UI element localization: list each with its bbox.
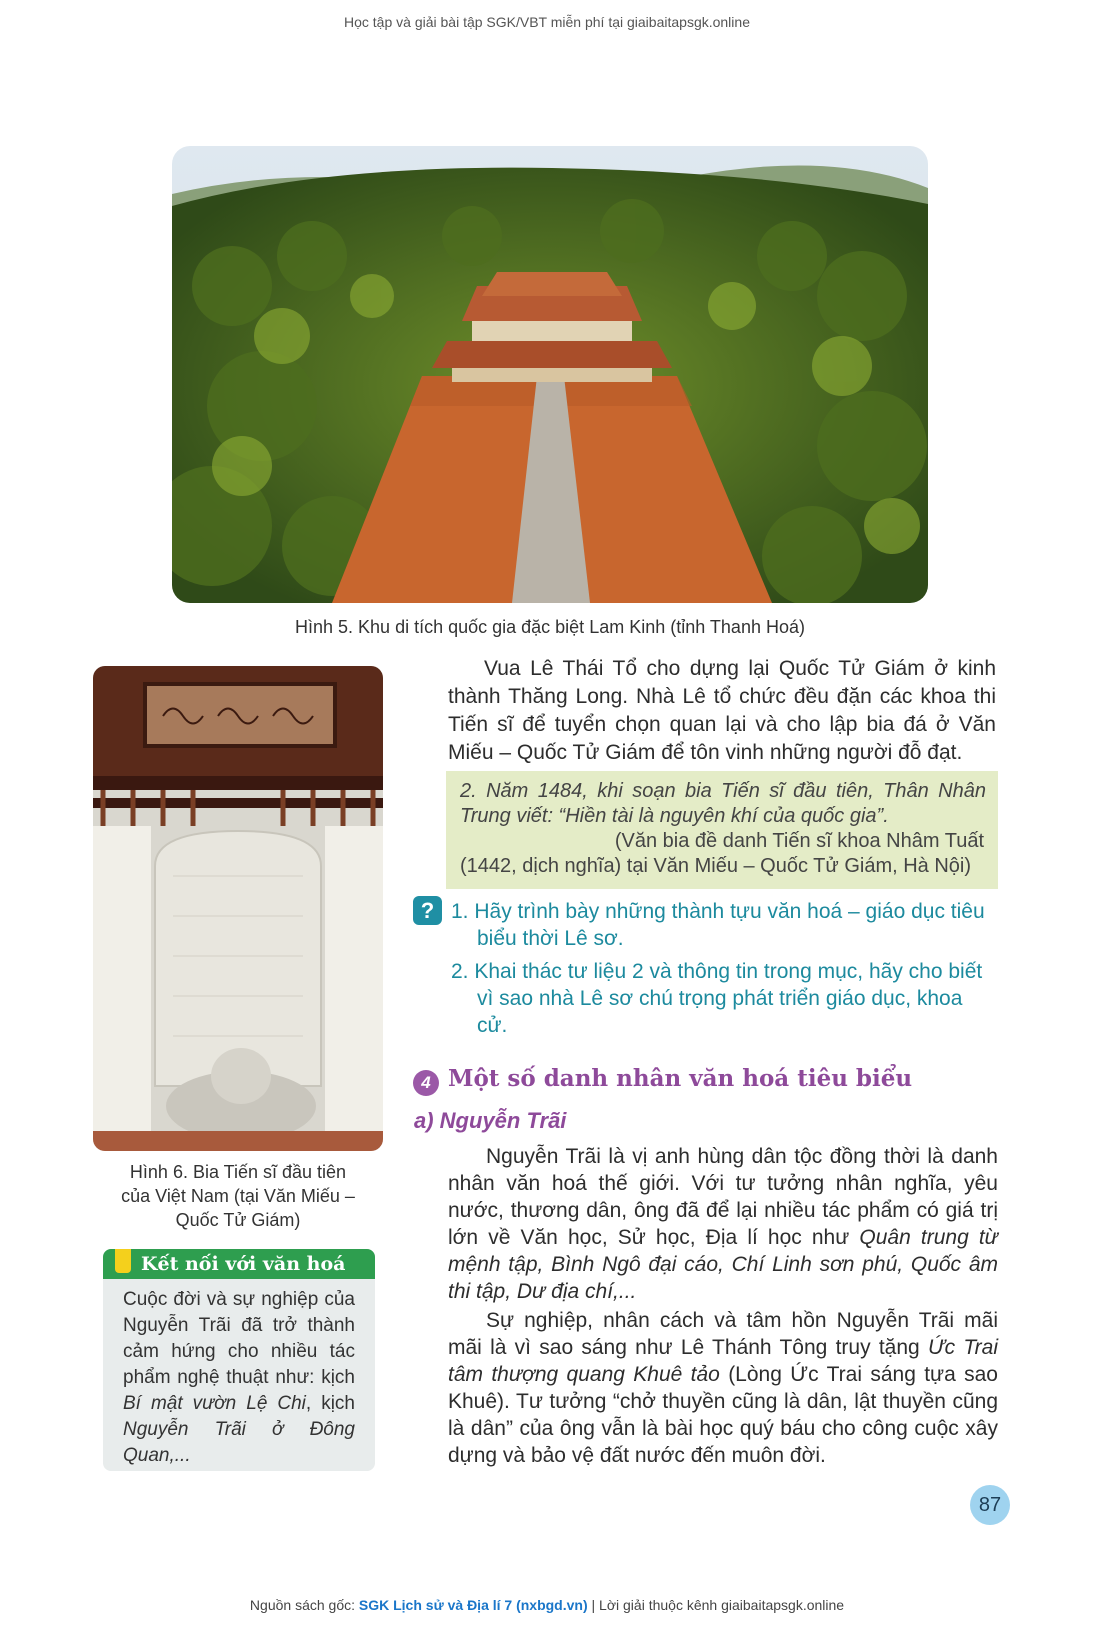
culture-connect-box: [103, 1249, 375, 1471]
section-number-badge: 4: [413, 1070, 439, 1096]
paragraph-nguyen-trai: [448, 1143, 998, 1305]
footer-prefix: Nguồn sách gốc:: [249, 1597, 359, 1613]
paragraph-legacy: [448, 1307, 998, 1469]
connect-text-part: , kịch: [305, 1393, 355, 1414]
paragraph-text: Nguyễn Trãi là vị anh hùng dân tộc đồng thời là danh nhân văn hoá thế giới. Với tư tưởng nhân nghĩa, yêu nước, thương dân, ông đã để lại nhiều tác phẩm có giá trị lớn về Văn học, Sử học, Địa lí học như: [448, 1145, 998, 1249]
figure6-caption-line2: của Việt Nam (tại Văn Miếu –: [121, 1186, 355, 1206]
quote-citation-cont: (1442, dịch nghĩa) tại Văn Miếu – Quốc Tử Giám, Hà Nội): [460, 855, 972, 877]
figure6-caption-line3: Quốc Tử Giám): [175, 1210, 301, 1230]
stele-illustration: [93, 666, 383, 1151]
question-item: 2. Khai thác tư liệu 2 và thông tin trong mục, hãy cho biết vì sao nhà Lê sơ chú trọng phát triển giáo dục, khoa cử.: [451, 960, 983, 1037]
page-header: Học tập và giải bài tập SGK/VBT miễn phí tại giaibaitapsgk.online: [344, 14, 750, 30]
bookmark-icon: [115, 1249, 131, 1273]
quote-citation: (Văn bia đề danh Tiến sĩ khoa Nhâm Tuất: [614, 830, 984, 852]
paragraph-quoc-tu-giam: Vua Lê Thái Tổ cho dựng lại Quốc Tử Giám ở kinh thành Thăng Long. Nhà Lê tổ chức đều đặn các khoa thi Tiến sĩ để tuyển chọn quan lại và cho lập bia đá ở Văn Miếu – Quốc Tử Giám để tôn vinh những người đỗ đạt.: [448, 657, 996, 764]
inscription-quote: Ức Trai tâm thượng quang Khuê tảo: [448, 1336, 998, 1386]
paragraph-text: Sự nghiệp, nhân cách và tâm hồn Nguyễn Trãi mãi mãi là vì sao sáng như Lê Thánh Tông truy tặng: [448, 1309, 998, 1359]
figure6-caption: [93, 1160, 383, 1232]
culture-connect-text: [103, 1279, 375, 1469]
subsection-title: a) Nguyễn Trãi: [414, 1108, 567, 1133]
culture-connect-title: Kết nối với văn hoá: [141, 1253, 346, 1275]
figure6-caption-line1: Hình 6. Bia Tiến sĩ đầu tiên: [129, 1162, 347, 1182]
source-quote-box: [446, 771, 998, 889]
lam-kinh-illustration: [172, 146, 928, 603]
works-list: Quân trung từ mệnh tập, Bình Ngô đại cáo, Chí Linh sơn phú, Quốc âm thi tập, Dư địa chí,...: [448, 1226, 998, 1303]
culture-connect-header: [103, 1249, 375, 1279]
section-title: Một số danh nhân văn hoá tiêu biểu: [448, 1065, 913, 1092]
footer-source-link[interactable]: SGK Lịch sử và Địa lí 7 (nxbgd.vn): [358, 1597, 588, 1613]
connect-work-title: Nguyễn Trãi ở Đông Quan,...: [123, 1419, 355, 1466]
footer-suffix: | Lời giải thuộc kênh giaibaitapsgk.online: [587, 1597, 845, 1613]
connect-work-title: Bí mật vườn Lệ Chi: [123, 1393, 306, 1414]
question-list: [451, 898, 998, 1045]
question-icon: ?: [413, 896, 442, 925]
page-footer: [0, 1597, 1094, 1613]
lam-kinh-photo: [172, 146, 928, 603]
question-item: 1. Hãy trình bày những thành tựu văn hoá – giáo dục tiêu biểu thời Lê sơ.: [451, 900, 985, 950]
connect-text-part: Cuộc đời và sự nghiệp của Nguyễn Trãi đã trở thành cảm hứng cho nhiều tác phẩm nghệ thuật như: kịch: [123, 1289, 355, 1388]
quote-text: 2. Năm 1484, khi soạn bia Tiến sĩ đầu tiên, Thân Nhân Trung viết: “Hiền tài là nguyên khí của quốc gia”.: [460, 780, 986, 827]
page-number: 87: [970, 1485, 1010, 1525]
stele-photo: [93, 666, 383, 1151]
paragraph-text: (Lòng Ức Trai sáng tựa sao Khuê). Tư tưởng “chở thuyền cũng là dân, lật thuyền cũng là dân” của ông vẫn là bài học quý báu cho công cuộc xây dựng và bảo vệ đất nước đến muôn đời.: [448, 1363, 998, 1467]
figure5-caption: Hình 5. Khu di tích quốc gia đặc biệt Lam Kinh (tỉnh Thanh Hoá): [295, 617, 805, 637]
